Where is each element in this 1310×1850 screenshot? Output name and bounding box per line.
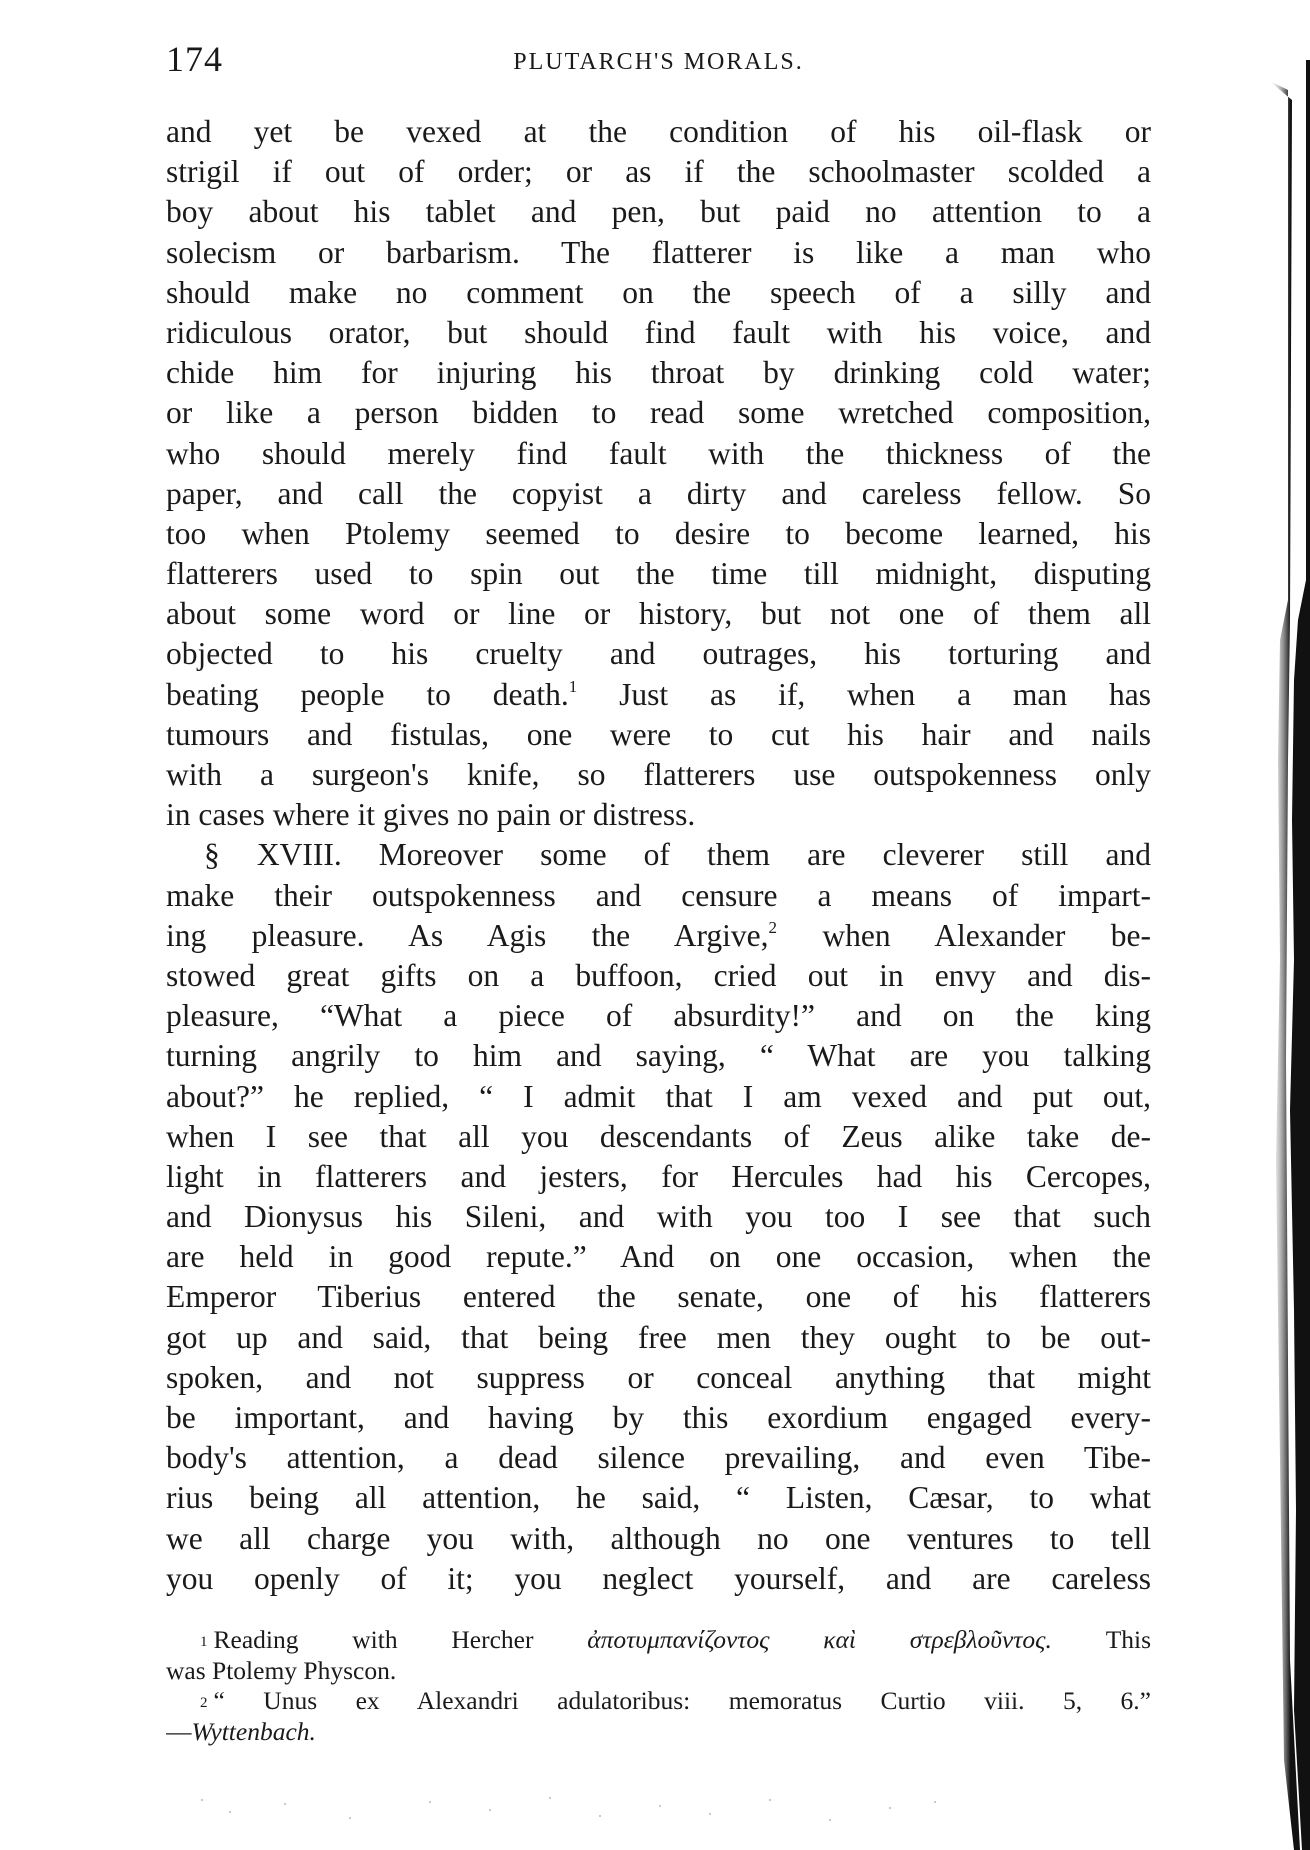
- text-line: are held in good repute.” And on one occasion, when the: [166, 1239, 1151, 1275]
- text-line: you openly of it; you neglect yourself, and are careless: [166, 1560, 1151, 1596]
- section-heading-line: § XVIII. Moreover some of them are cleverer still and: [204, 837, 1151, 873]
- attribution-dash: —: [166, 1716, 192, 1746]
- text-line: pleasure, “What a piece of absurdity!” and on the king: [166, 998, 1151, 1034]
- page-number: 174: [166, 39, 223, 79]
- text-line: chide him for injuring his throat by drinking cold water;: [166, 355, 1151, 391]
- footnote-text: Reading with Hercher: [213, 1625, 534, 1654]
- text-line: got up and said, that being free men they ought to be out-: [166, 1319, 1151, 1355]
- text-line: who should merely find fault with the thickness of the: [166, 435, 1151, 471]
- text-line: spoken, and not suppress or conceal anything that might: [166, 1359, 1151, 1395]
- text-line: ridiculous orator, but should find fault with his voice, and: [166, 314, 1151, 350]
- footnote-marker: 2: [200, 1695, 208, 1711]
- text-line: should make no comment on the speech of a silly and: [166, 274, 1151, 310]
- text-segment: beating people to death.: [166, 676, 569, 712]
- text-line: flatterers used to spin out the time till midnight, disputing: [166, 556, 1151, 592]
- text-line: tumours and fistulas, one were to cut his hair and nails: [166, 716, 1151, 752]
- binding-shadow-graphic: [1254, 60, 1310, 1850]
- text-line: turning angrily to him and saying, “ What are you talking: [166, 1038, 1151, 1074]
- text-line-with-footnote-ref: [166, 916, 1151, 956]
- running-head: PLUTARCH'S MORALS.: [513, 49, 804, 75]
- page-edge-shadow: [1254, 60, 1310, 1850]
- scan-noise: [190, 1790, 950, 1830]
- text-segment: ing pleasure. As Agis the Argive,: [166, 917, 769, 953]
- text-line: we all charge you with, although no one ventures to tell: [166, 1520, 1151, 1556]
- text-line: about?” he replied, “ I admit that I am vexed and put out,: [166, 1078, 1151, 1114]
- footnote-marker: 1: [200, 1634, 208, 1650]
- text-line: light in flatterers and jesters, for Hercules had his Cercopes,: [166, 1158, 1151, 1194]
- footnote-1: [166, 1625, 1151, 1656]
- text-line: objected to his cruelty and outrages, his torturing and: [166, 636, 1151, 672]
- text-line: solecism or barbarism. The flatterer is like a man who: [166, 234, 1151, 270]
- text-line-with-footnote-ref: [166, 675, 1151, 715]
- footnote-text: “ Unus ex Alexandri adulatoribus: memoratus Curtio viii. 5, 6.”: [213, 1686, 1151, 1715]
- text-line: when I see that all you descendants of Zeus alike take de-: [166, 1118, 1151, 1154]
- text-line: about some word or line or history, but not one of them all: [166, 596, 1151, 632]
- text-line: body's attention, a dead silence prevailing, and even Tibe-: [166, 1440, 1151, 1476]
- text-line: and yet be vexed at the condition of his oil-flask or: [166, 114, 1151, 149]
- footnote-ref-2: 2: [768, 917, 777, 937]
- text-line: in cases where it gives no pain or distress.: [166, 797, 696, 833]
- text-line: boy about his tablet and pen, but paid no attention to a: [166, 194, 1151, 230]
- attribution-name: Wyttenbach.: [191, 1716, 316, 1746]
- text-line: make their outspokenness and censure a means of impart-: [166, 877, 1151, 913]
- text-line: rius being all attention, he said, “ Listen, Cæsar, to what: [166, 1480, 1151, 1516]
- footnote-ref-1: 1: [568, 676, 578, 696]
- text-line: be important, and having by this exordium engaged every-: [166, 1400, 1151, 1435]
- text-line: too when Ptolemy seemed to desire to become learned, his: [166, 515, 1151, 551]
- footnote-2: [166, 1686, 1151, 1717]
- scan-speckle-graphic: [190, 1790, 950, 1830]
- text-segment: when Alexander be-: [822, 917, 1151, 953]
- text-line: Emperor Tiberius entered the senate, one of his flatterers: [166, 1279, 1151, 1315]
- text-line: with a surgeon's knife, so flatterers use outspokenness only: [166, 757, 1151, 792]
- text-line: or like a person bidden to read some wretched composition,: [166, 395, 1151, 431]
- greek-quotation: ἀποτυμπανίζοντος καὶ στρεβλοῦντος.: [587, 1625, 1052, 1654]
- footnote-2-attribution: [166, 1717, 1151, 1748]
- footnotes: [166, 1625, 1151, 1747]
- text-line: paper, and call the copyist a dirty and careless fellow. So: [166, 475, 1151, 511]
- footnote-1-continuation: was Ptolemy Physcon.: [166, 1655, 397, 1685]
- text-segment: Just as if, when a man has: [619, 676, 1151, 712]
- text-line: stowed great gifts on a buffoon, cried out in envy and dis-: [166, 957, 1151, 993]
- footnote-text: This: [1105, 1625, 1151, 1654]
- text-line: and Dionysus his Sileni, and with you too I see that such: [166, 1199, 1151, 1235]
- body-text: [166, 112, 1151, 1599]
- page-header: [166, 34, 1151, 84]
- text-line: strigil if out of order; or as if the schoolmaster scolded a: [166, 154, 1151, 190]
